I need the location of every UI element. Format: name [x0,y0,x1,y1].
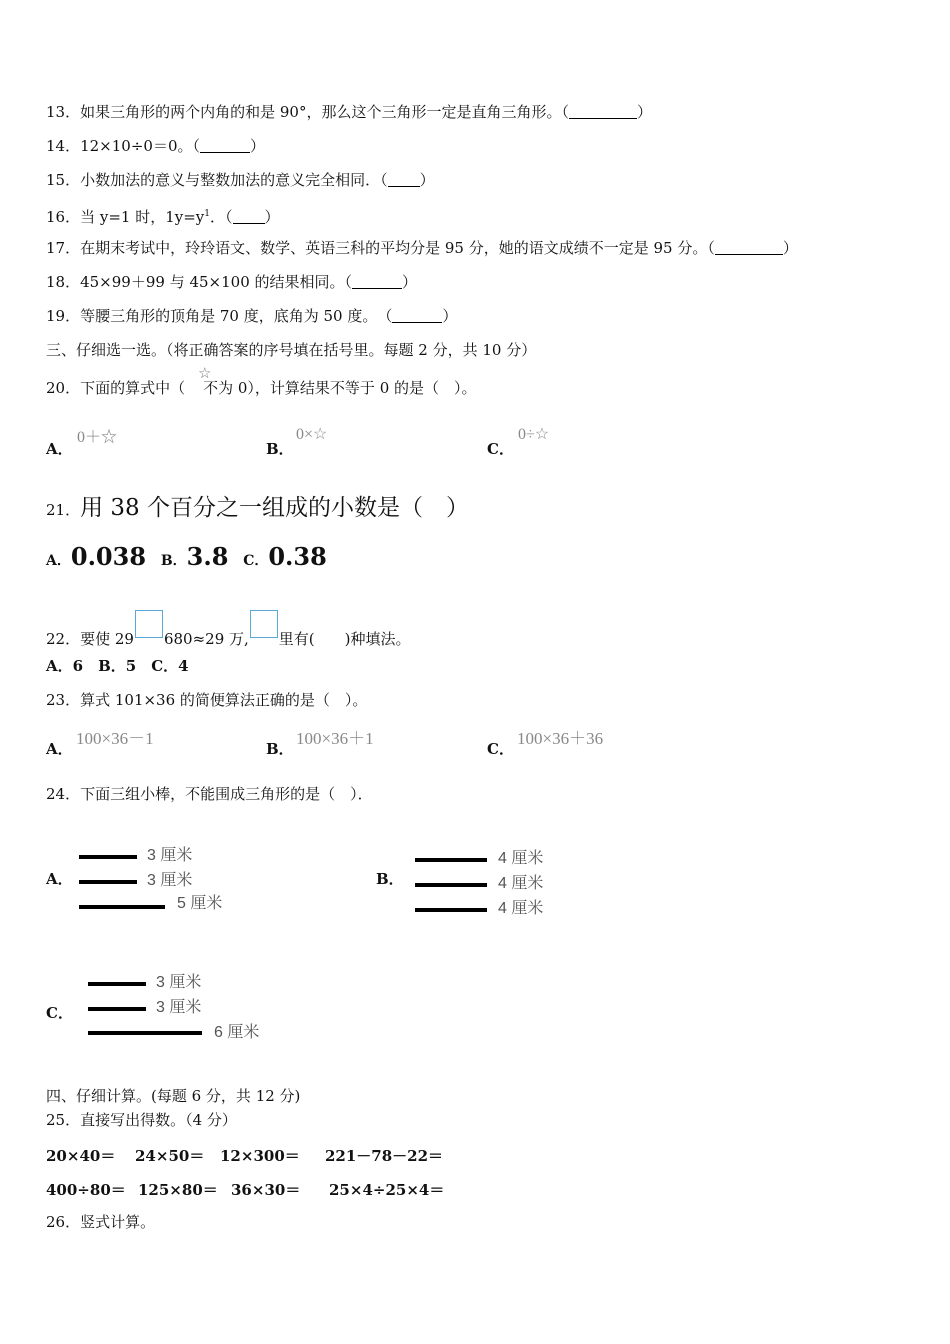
answer-blank[interactable] [388,172,420,187]
answer-blank[interactable] [715,240,783,255]
option-a-value: 0.038 [70,542,147,571]
answer-blank[interactable] [352,274,402,289]
question-22 [46,610,411,649]
question-20 [46,378,477,398]
option-b-label[interactable]: B． [160,553,187,569]
question-15 [46,170,435,190]
option-c-label[interactable]: C． [487,440,514,458]
question-17 [46,238,798,258]
stick-c3 [88,1031,202,1035]
question-number: 24． [46,785,81,803]
blank-box[interactable] [250,610,278,638]
stick-c3-length: 6 厘米 [214,1024,260,1041]
question-22-options[interactable]: A．6 B．5 C．4 [46,657,189,675]
option-b-expression: 0×☆ [296,426,328,443]
question-text-tail: ．（ [210,208,233,226]
option-b-label[interactable]: B． [376,870,404,888]
question-23 [46,690,367,710]
question-number: 23． [46,691,81,709]
question-text: 当 y=1 时，1y=y [80,208,205,226]
option-c-expression: 0÷☆ [518,426,550,443]
question-text-mid: 680≈29 万, [163,630,249,648]
stick-c2-length: 3 厘米 [156,999,202,1016]
question-number: 21． [46,501,81,519]
calc-item[interactable]: 400÷80＝ [46,1181,126,1199]
question-text-tail: 里有( )种填法。 [278,630,411,648]
question-text: 在期末考试中，玲玲语文、数学、英语三科的平均分是 95 分，她的语文成绩不一定是 95 分。（ [80,239,715,257]
calc-item[interactable]: 125×80＝ [138,1181,218,1199]
question-number: 16． [46,208,81,226]
stick-a1-length: 3 厘米 [147,847,193,864]
calc-item[interactable]: 24×50＝ [135,1147,205,1165]
stick-a2 [79,880,137,884]
option-c-label[interactable]: C． [46,1004,73,1022]
question-text: 用 38 个百分之一组成的小数是（ ） [80,495,469,521]
stick-b1 [415,858,487,862]
option-a-expression: 0＋☆ [77,429,118,446]
question-text: 小数加法的意义与整数加法的意义完全相同．（ [80,171,388,189]
question-number: 14． [46,137,81,155]
option-a-expression: 100×36－1 [76,729,154,748]
question-text: 直接写出得数。（4 分） [80,1111,237,1129]
question-number: 15． [46,171,81,189]
stick-b2-length: 4 厘米 [498,875,544,892]
question-number: 17． [46,239,81,257]
option-a-label[interactable]: A． [46,740,73,758]
stick-c2 [88,1007,146,1011]
stick-c1 [88,982,146,986]
calc-item[interactable]: 12×300＝ [220,1147,300,1165]
question-21-options [46,542,327,576]
answer-blank[interactable] [569,104,637,119]
answer-blank[interactable] [233,209,265,224]
question-number: 18． [46,273,81,291]
answer-blank[interactable] [200,138,250,153]
question-21 [46,494,469,524]
calc-item[interactable]: 36×30＝ [231,1181,301,1199]
question-number: 25． [46,1111,81,1129]
section-heading-3: 三、仔细选一选。（将正确答案的序号填在括号里。每题 2 分，共 10 分） [46,341,537,359]
question-number: 26． [46,1213,81,1231]
question-text: 算式 101×36 的简便算法正确的是（ ）。 [80,691,368,709]
section-heading-4: 四、仔细计算。(每题 6 分，共 12 分) [46,1087,301,1105]
option-b-label[interactable]: B． [266,740,294,758]
calc-item[interactable]: 221－78－22＝ [325,1147,444,1165]
question-25 [46,1110,237,1130]
paren-close: ） [442,307,458,325]
option-c-value: 0.38 [268,542,327,571]
stick-a2-length: 3 厘米 [147,872,193,889]
question-19 [46,306,457,326]
paren-close: ） [782,239,798,257]
stick-b1-length: 4 厘米 [498,850,544,867]
question-text-tail: 不为 0），计算结果不等于 0 的是（ ）。 [203,379,477,397]
stick-a1 [79,855,137,859]
stick-b2 [415,883,487,887]
option-b-value: 3.8 [186,542,229,571]
question-text: 要使 29 [80,630,134,648]
question-text: 45×99＋99 与 45×100 的结果相同。（ [80,273,353,291]
option-c-label[interactable]: C． [243,553,269,569]
stick-b3 [415,908,487,912]
calc-item[interactable]: 25×4÷25×4＝ [329,1181,445,1199]
option-a-label[interactable]: A． [46,870,73,888]
question-number: 20． [46,379,81,397]
question-16 [46,204,280,227]
stick-a3-length: 5 厘米 [177,895,223,912]
question-26 [46,1212,155,1232]
stick-b3-length: 4 厘米 [498,900,544,917]
question-24 [46,784,373,804]
paren-close: ） [636,103,652,121]
answer-blank[interactable] [392,308,442,323]
paren-close: ） [264,208,280,226]
stick-a3 [79,905,165,909]
question-text: 竖式计算。 [80,1213,156,1231]
question-14 [46,136,265,156]
star-icon: ☆ [198,364,212,382]
question-number: 13． [46,103,81,121]
option-a-label[interactable]: A． [46,440,73,458]
question-13 [46,102,652,122]
option-a-label[interactable]: A． [46,553,71,569]
paren-close: ） [250,137,266,155]
option-b-label[interactable]: B． [266,440,294,458]
question-text: 12×10÷0＝0。（ [80,137,200,155]
question-text: 如果三角形的两个内角的和是 90°，那么这个三角形一定是直角三角形。（ [80,103,569,121]
calc-item[interactable]: 20×40＝ [46,1147,116,1165]
question-text: 等腰三角形的顶角是 70 度，底角为 50 度。 （ [80,307,393,325]
option-b-expression: 100×36＋1 [296,729,374,748]
stick-c1-length: 3 厘米 [156,974,202,991]
paren-close: ） [402,273,418,291]
question-text: 下面三组小棒，不能围成三角形的是（ ）． [80,785,373,803]
option-c-expression: 100×36＋36 [517,729,604,748]
question-number: 19． [46,307,81,325]
blank-box[interactable] [135,610,163,638]
question-number: 22． [46,630,81,648]
question-text: 下面的算式中（ [80,379,186,397]
question-18 [46,272,417,292]
paren-close: ） [419,171,435,189]
option-c-label[interactable]: C． [487,740,514,758]
superscript: 1 [204,209,211,219]
